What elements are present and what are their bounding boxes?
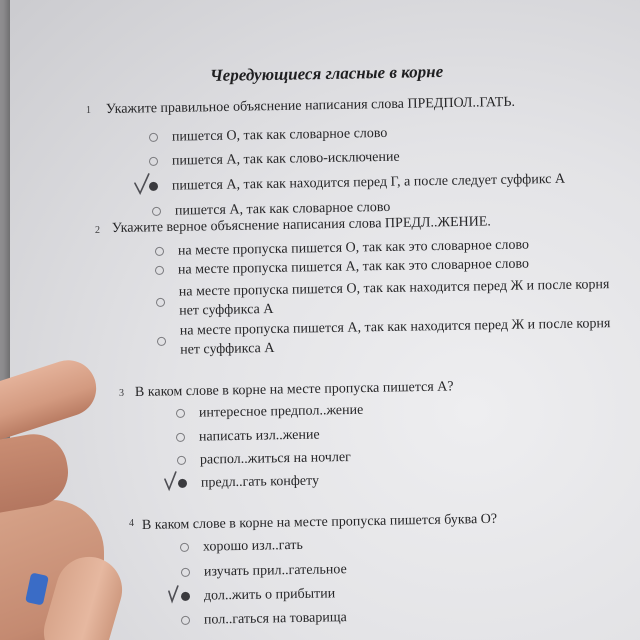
worksheet-title: Чередующиеся гласные в корне xyxy=(209,61,444,85)
radio-button[interactable] xyxy=(149,157,158,166)
question-text: Укажите верное объяснение написания слова ПРЕДЛ..ЖЕНИЕ. xyxy=(111,214,491,236)
option-label: дол..жить о прибытии xyxy=(203,586,336,604)
checkmark-icon xyxy=(165,583,183,605)
radio-button[interactable] xyxy=(157,336,166,345)
question-number: 1 xyxy=(86,105,91,116)
option-label: пишется А, так как находится перед Г, а после следует суффикс А xyxy=(171,171,566,194)
radio-button[interactable] xyxy=(156,297,165,306)
radio-button[interactable] xyxy=(180,543,189,552)
question-text: Укажите правильное объяснение написания слова ПРЕДПОЛ..ГАТЬ. xyxy=(105,94,516,117)
radio-button[interactable] xyxy=(176,433,185,442)
question-text: В каком слове в корне на месте пропуска пишется А? xyxy=(134,379,454,400)
option-label: пишется А, так как словарное слово xyxy=(174,199,391,219)
option-label: на месте пропуска пишется О, так как это словарное слово xyxy=(177,237,530,259)
radio-button[interactable] xyxy=(149,133,158,142)
radio-button[interactable] xyxy=(177,456,186,465)
question-number: 2 xyxy=(95,225,100,236)
option-label: написать изл..жение xyxy=(198,427,320,445)
option-q2-d[interactable] xyxy=(157,314,621,360)
option-label: на месте пропуска пишется О, так как находится перед Ж и после корня нет суффикса А xyxy=(178,277,610,319)
option-label: изучать прил..гательное xyxy=(203,562,347,580)
option-q2-c[interactable] xyxy=(156,275,620,321)
option-label: на месте пропуска пишется А, так как это словарное слово xyxy=(177,256,530,278)
option-label: распол..житься на ночлег xyxy=(199,449,351,468)
option-label: пол..гаться на товарища xyxy=(203,610,347,628)
checkmark-icon xyxy=(133,173,151,195)
option-label: пишется О, так как словарное слово xyxy=(171,125,388,145)
checkmark-icon xyxy=(162,470,180,492)
option-label: хорошо изл..гать xyxy=(202,537,303,555)
radio-button[interactable] xyxy=(181,616,190,625)
question-number: 3 xyxy=(119,388,124,399)
radio-button[interactable] xyxy=(181,568,190,577)
question-number: 4 xyxy=(129,518,134,529)
radio-button[interactable] xyxy=(155,247,164,256)
option-label: на месте пропуска пишется А, так как находится перед Ж и после корня нет суффикса А xyxy=(179,316,611,358)
question-text: В каком слове в корне на месте пропуска пишется буква О? xyxy=(141,511,498,533)
option-label: интересное предпол..жение xyxy=(198,402,364,421)
radio-button[interactable] xyxy=(176,409,185,418)
option-label: предл..гать конфету xyxy=(200,473,320,491)
radio-button[interactable] xyxy=(155,266,164,275)
radio-button[interactable] xyxy=(152,207,161,216)
option-label: пишется А, так как слово-исключение xyxy=(171,149,400,169)
